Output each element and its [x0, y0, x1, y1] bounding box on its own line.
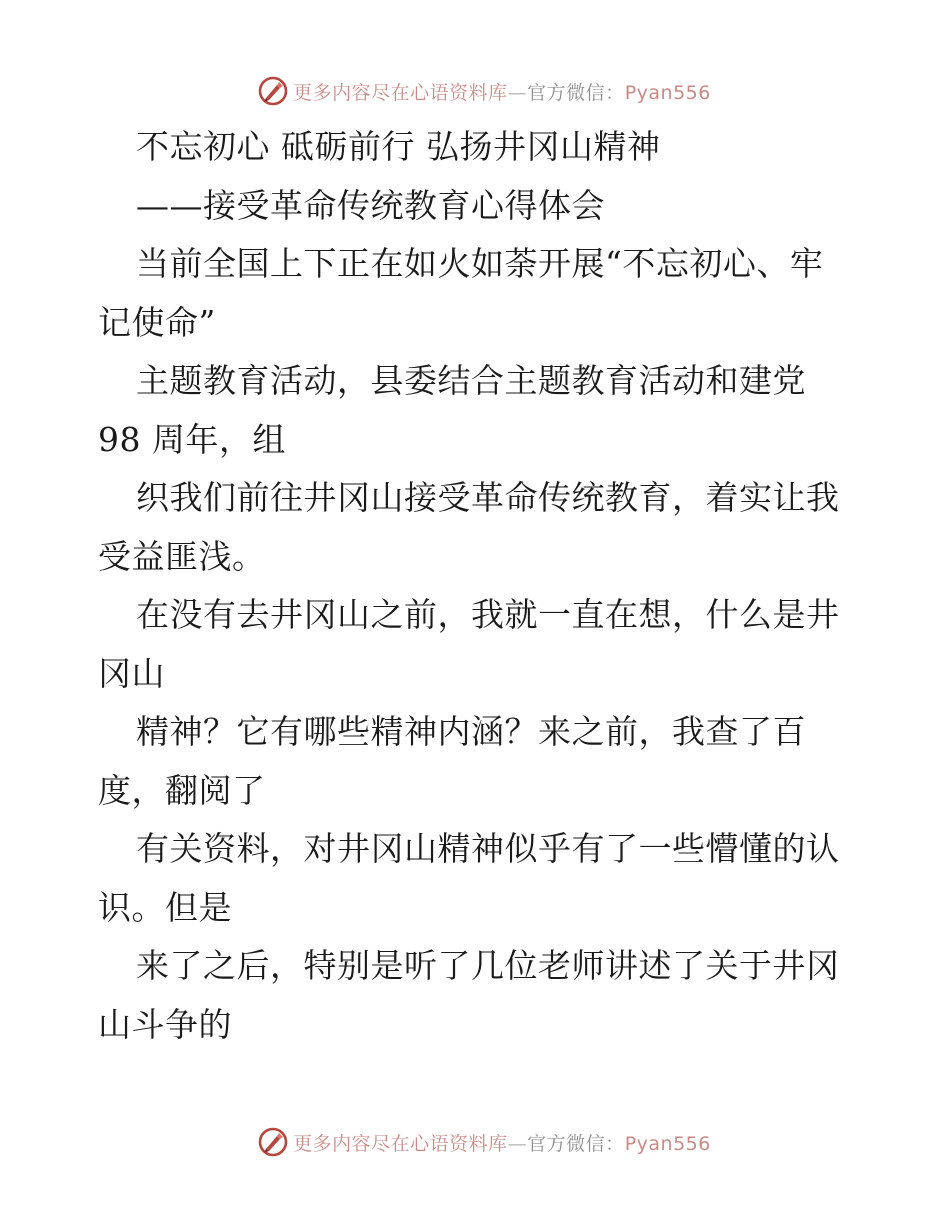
footer-separator: —: [507, 1132, 528, 1155]
document-body: [98, 118, 858, 1054]
footer-banner: [0, 1122, 950, 1162]
doc-line: 记使命”: [98, 302, 216, 342]
header-banner-text: [293, 78, 711, 105]
doc-line: 当前全国上下正在如火如荼开展“不忘初心、牢: [136, 244, 824, 283]
header-banner: [0, 71, 950, 111]
doc-line: 主题教育活动，县委结合主题教育活动和建党: [136, 361, 806, 400]
doc-line: 来了之后，特别是听了几位老师讲述了关于井冈: [136, 946, 840, 985]
header-official-label: 官方微信：: [527, 81, 625, 104]
header-brand-text: 更多内容尽在心语资料库: [293, 81, 508, 104]
doc-line: 识。但是: [98, 887, 232, 927]
footer-official-label: 官方微信：: [527, 1132, 625, 1155]
doc-line: 98 周年，组: [98, 419, 286, 459]
doc-line: 度，翻阅了: [98, 770, 266, 810]
doc-line: 冈山: [98, 653, 165, 693]
doc-line: 织我们前往井冈山接受革命传统教育，着实让我: [136, 478, 840, 517]
pen-logo-icon: [257, 75, 289, 107]
footer-wechat-id: Pyan556: [624, 1132, 711, 1155]
footer-brand-text: 更多内容尽在心语资料库: [293, 1132, 508, 1155]
footer-banner-inner: [257, 1126, 711, 1158]
doc-line: 精神？它有哪些精神内涵？来之前，我查了百: [136, 712, 806, 751]
doc-line: 受益匪浅。: [98, 536, 266, 576]
doc-title: 不忘初心 砥砺前行 弘扬井冈山精神: [136, 127, 661, 166]
header-wechat-id: Pyan556: [624, 81, 711, 104]
header-banner-inner: [257, 75, 711, 107]
pen-logo-icon: [257, 1126, 289, 1158]
doc-line: 有关资料，对井冈山精神似乎有了一些懵懂的认: [136, 829, 840, 868]
doc-line: 在没有去井冈山之前，我就一直在想，什么是井: [136, 595, 840, 634]
doc-subtitle: ——接受革命传统教育心得体会: [136, 185, 605, 225]
header-separator: —: [507, 81, 528, 104]
footer-banner-text: [293, 1129, 711, 1156]
doc-line: 山斗争的: [98, 1004, 232, 1044]
